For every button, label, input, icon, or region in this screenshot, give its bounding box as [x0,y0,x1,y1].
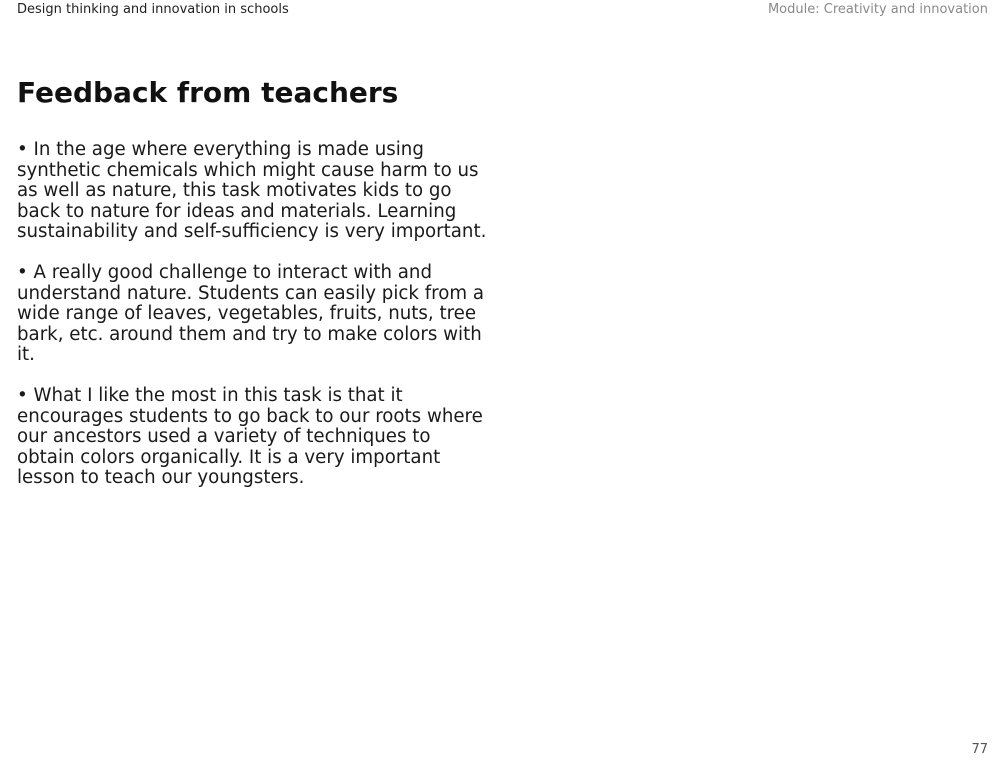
feedback-item: • What I like the most in this task is that it encourages students to go back to our roots where our ancestors used a variety of techniques to obtain colors organically. It is a very important lesson to teach our youngsters. [17,385,483,488]
feedback-item: • In the age where everything is made using synthetic chemicals which might cause harm to us as well as nature, this task motivates kids to go back to nature for ideas and materials. Learning sustainability and self-sufficiency is very important. [17,139,487,242]
module-label: Module: Creativity and innovation [767,2,988,17]
course-title: Design thinking and innovation in schools [17,2,289,17]
page-number: 77 [971,742,988,757]
page-title: Feedback from teachers [17,76,399,109]
feedback-list [17,140,487,509]
feedback-item: • A really good challenge to interact with and understand nature. Students can easily pick from a wide range of leaves, vegetables, fruits, nuts, tree bark, etc. around them and try to make colors with it. [17,262,484,365]
